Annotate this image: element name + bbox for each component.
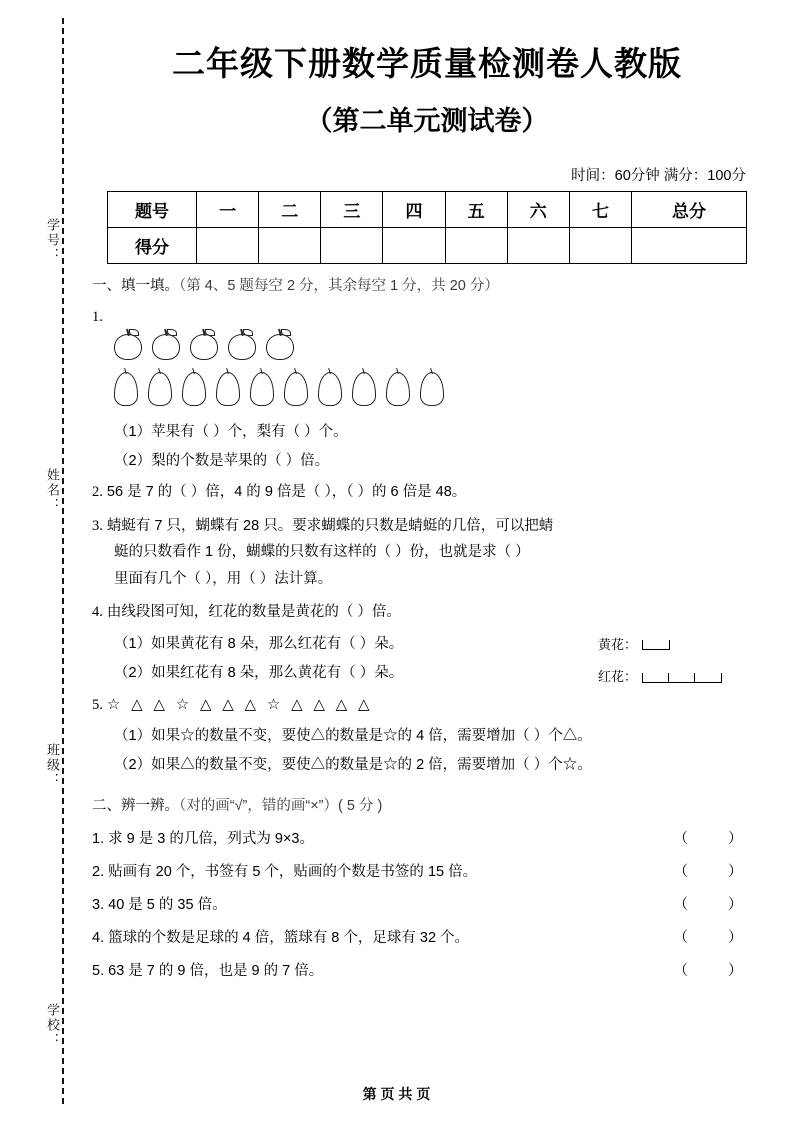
tf-question-4-number: 4. [92,930,105,947]
tf-question-1-body: 求 9 是 3 的几倍，列式为 9×3。 [108,831,314,848]
section-2-note: （对的画“√”，错的画“×”）( 5 分 ) [179,798,383,815]
diagram-row-yellow [598,635,748,655]
score-cell-1[interactable] [259,228,321,264]
question-5-number: 5. [92,696,103,713]
section-1-note: （第 4、5 题每空 2 分，其余每空 1 分，共 20 分） [179,278,499,294]
score-table-col-1: 二 [259,192,321,228]
tf-question-4-text [92,926,672,947]
question-4-text: 由线段图可知，红花的数量是黄花的（ ）倍。 [106,604,401,621]
page-footer: 第 页 共 页 [362,1086,431,1102]
tf-question-4-body: 篮球的个数是足球的 4 倍，篮球有 8 个，足球有 32 个。 [108,930,470,947]
binding-dashed-line [62,18,64,1104]
question-2-text: 56 是 7 的（ ）倍，4 的 9 倍是（ ），（ ）的 6 倍是 48。 [106,484,467,501]
question-2[interactable] [92,481,762,503]
score-table-col-5: 六 [507,192,569,228]
score-cell-4[interactable] [445,228,507,264]
question-1-number: 1. [92,309,103,325]
tf-question-4[interactable] [92,926,762,947]
question-5-sub-2[interactable]: （2）如果△的数量不变，要使△的数量是☆的 2 倍，需要增加（ ）个☆。 [114,757,592,774]
diagram-label-yellow: 黄花： [598,637,638,653]
tf-question-2-text [92,860,672,881]
page-title: 二年级下册数学质量检测卷人教版 [172,45,682,82]
question-3-text: 蜻蜓有 7 只，蝴蝶有 28 只。要求蝴蝶的只数是蜻蜓的几倍，可以把蜻 [106,517,554,534]
score-table-col-0: 一 [197,192,259,228]
tf-question-5-body: 63 是 7 的 9 倍，也是 9 的 7 倍。 [108,963,324,980]
score-table-row-label-1: 得分 [108,228,197,264]
section-1-heading [92,274,762,295]
diagram-bar-red [642,673,722,683]
apple-row [114,334,762,370]
score-cell-7[interactable] [631,228,746,264]
score-cell-0[interactable] [197,228,259,264]
tf-question-2-number: 2. [92,864,105,881]
pear-icon [386,372,410,406]
side-labels [40,18,62,1104]
question-1 [92,306,762,328]
apple-icon [228,334,256,360]
question-5-shapes: ☆ △ △ ☆ △ △ △ ☆ △ △ △ △ [106,694,373,713]
diagram-row-red [598,667,748,687]
tf-question-5[interactable] [92,959,762,980]
pear-icon [284,372,308,406]
section-2-heading [92,794,762,815]
question-1-sub-1[interactable]: （1）苹果有（ ）个，梨有（ ）个。 [114,424,348,441]
tf-question-2[interactable] [92,860,762,881]
pear-icon [182,372,206,406]
pear-icon [250,372,274,406]
question-4-number: 4. [92,604,103,621]
tf-question-2-body: 贴画有 20 个，书签有 5 个，贴画的个数是书签的 15 倍。 [108,864,478,881]
line-segment-diagram [598,635,748,699]
tf-question-2-answer[interactable]: （ ） [673,864,761,881]
tf-question-4-answer[interactable]: （ ） [673,930,761,947]
diagram-bar-yellow [642,640,670,650]
score-table-col-2: 三 [321,192,383,228]
score-table-col-6: 七 [569,192,631,228]
pear-icon [114,372,138,406]
section-2-title: 二、辨一辨。 [92,798,179,815]
table-row-header [108,192,747,228]
question-3-line-2[interactable]: 蜓的只数看作 1 份，蝴蝶的只数有这样的（ ）份，也就是求（ ） [114,544,530,561]
side-label-school: 学校： [45,1003,60,1048]
tf-question-3-body: 40 是 5 的 35 倍。 [108,897,227,914]
tf-question-1-number: 1. [92,831,105,848]
pear-icon [352,372,376,406]
score-cell-3[interactable] [383,228,445,264]
question-4-sub-1[interactable]: （1）如果黄花有 8 朵，那么红花有（ ）朵。 [114,635,404,652]
tf-question-5-number: 5. [92,963,105,980]
pear-icon [148,372,172,406]
tf-question-1-text [92,827,672,848]
score-table-col-3: 四 [383,192,445,228]
question-4-sub-2[interactable]: （2）如果红花有 8 朵，那么黄花有（ ）朵。 [114,664,404,681]
score-table-row-label-0: 题号 [108,192,197,228]
side-label-name: 姓名： [45,468,60,513]
score-table [107,191,747,264]
score-cell-5[interactable] [507,228,569,264]
tf-question-1-answer[interactable]: （ ） [673,831,761,848]
pear-icon [216,372,240,406]
apple-icon [152,334,180,360]
exam-meta: 时间：60分钟 满分：100分 [571,168,746,184]
tf-question-5-answer[interactable]: （ ） [673,963,761,980]
question-3[interactable] [92,515,762,537]
page-subtitle: （第二单元测试卷） [305,106,549,136]
score-table-col-4: 五 [445,192,507,228]
apple-icon [266,334,294,360]
question-3-line-3[interactable]: 里面有几个（ ），用（ ）法计算。 [114,570,333,587]
section-1-title: 一、填一填。 [92,278,179,294]
apple-icon [114,334,142,360]
tf-question-5-text [92,959,672,980]
tf-question-3-number: 3. [92,897,105,914]
pear-icon [318,372,342,406]
exam-content [92,0,762,980]
question-5-sub-1[interactable]: （1）如果☆的数量不变，要使△的数量是☆的 4 倍，需要增加（ ）个△。 [114,728,592,745]
apple-icon [190,334,218,360]
question-1-sub-2[interactable]: （2）梨的个数是苹果的（ ）倍。 [114,453,330,470]
pear-icon [420,372,444,406]
pear-row [114,372,762,412]
side-label-class: 班级： [45,743,60,788]
question-3-number: 3. [92,517,103,534]
score-table-col-7: 总分 [631,192,746,228]
tf-question-3[interactable] [92,893,762,914]
question-2-number: 2. [92,484,103,501]
tf-question-3-answer[interactable]: （ ） [673,897,761,914]
score-cell-2[interactable] [321,228,383,264]
score-cell-6[interactable] [569,228,631,264]
tf-question-1[interactable] [92,827,762,848]
table-row-score [108,228,747,264]
tf-question-3-text [92,893,672,914]
diagram-label-red: 红花： [598,669,638,685]
side-label-student-id: 学号： [45,218,60,263]
